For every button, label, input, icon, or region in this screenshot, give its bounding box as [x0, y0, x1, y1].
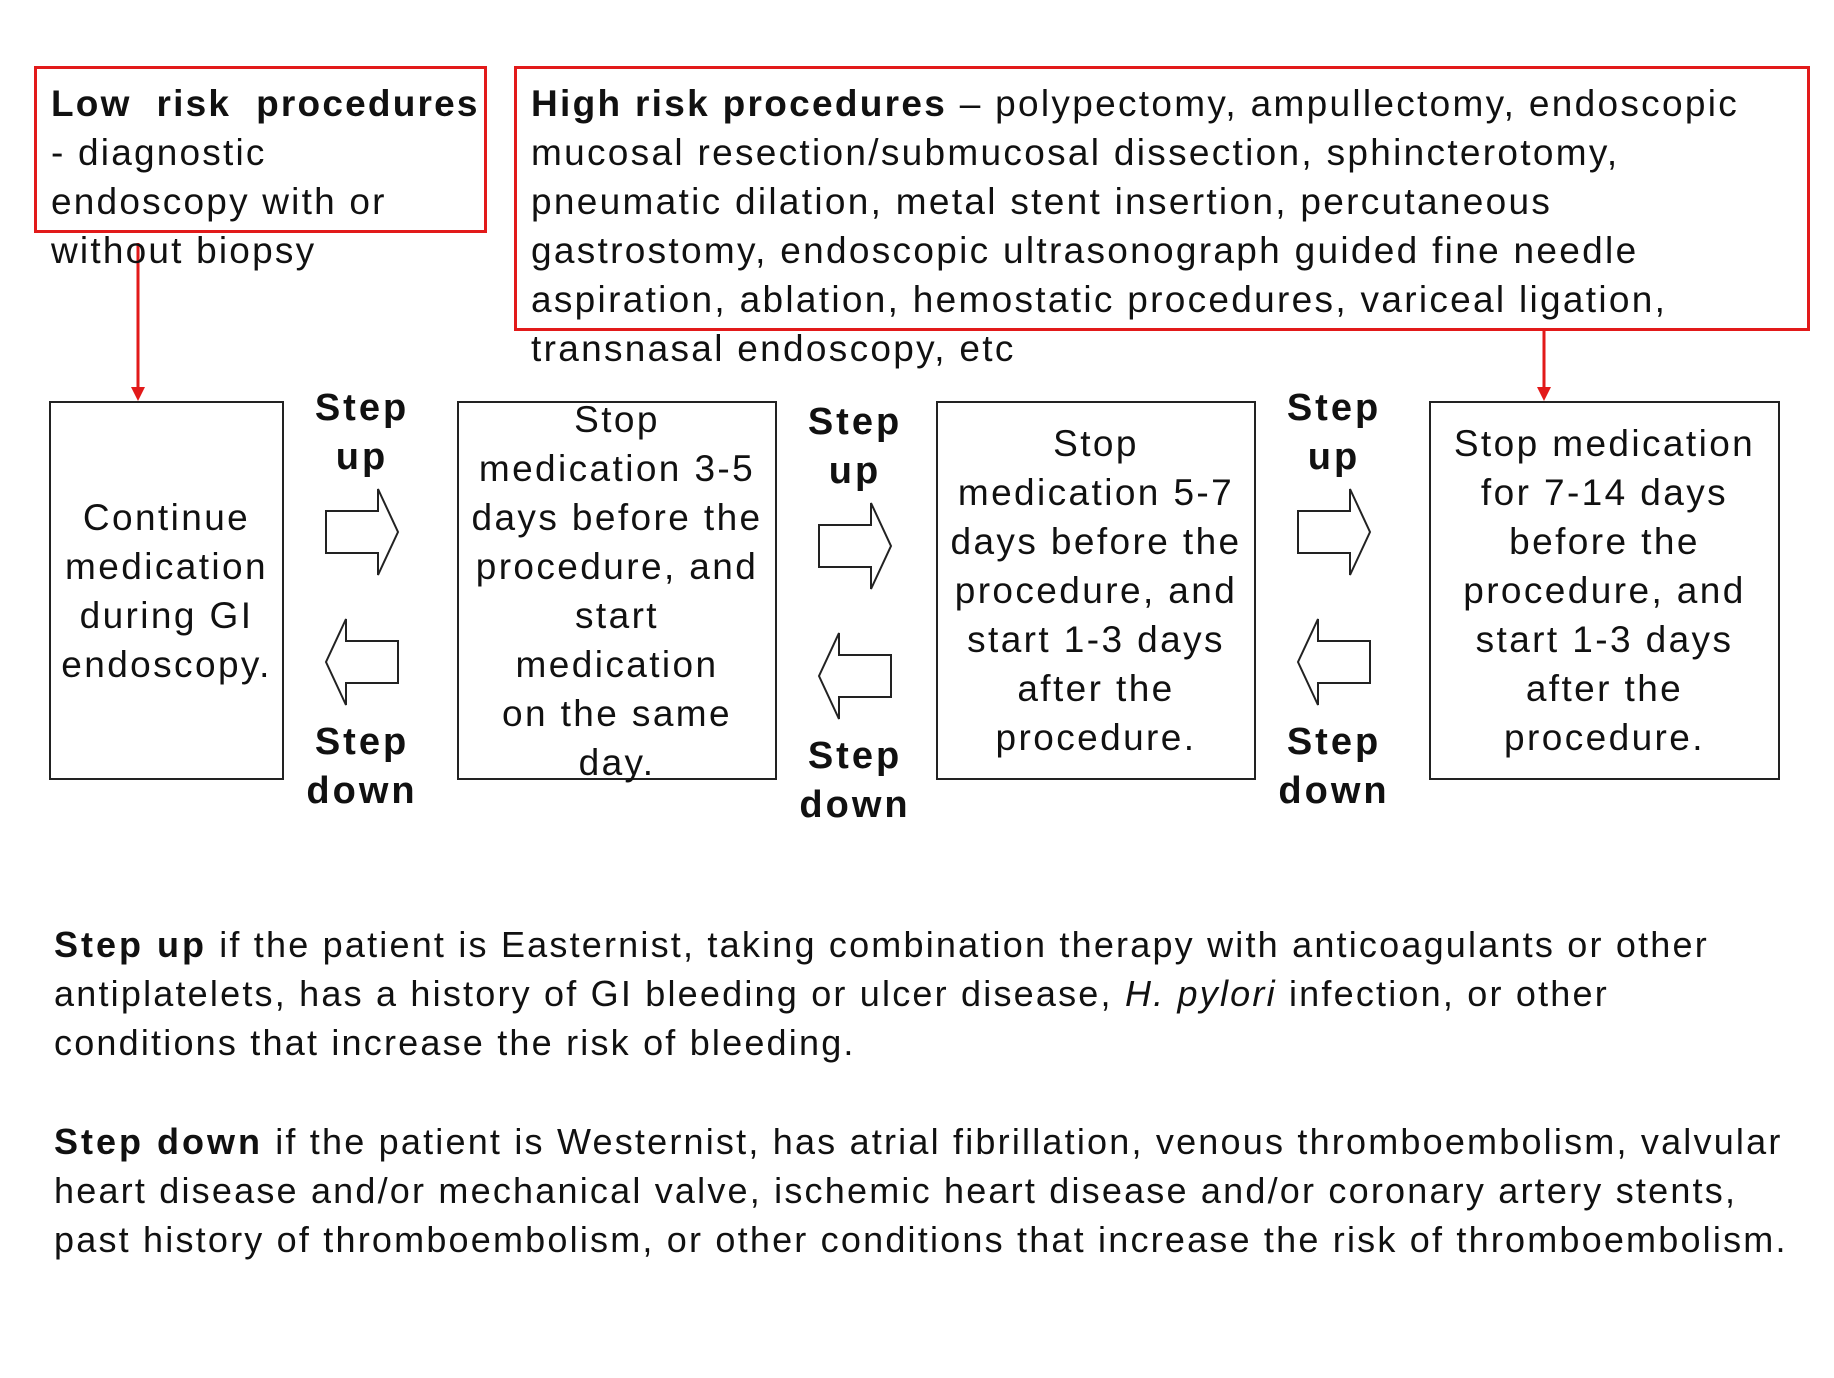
high-risk-separator: –	[947, 83, 996, 124]
step-box-1-text	[61, 493, 272, 689]
step-down-arrow-3	[1298, 619, 1370, 705]
step-box-1	[49, 401, 284, 780]
step-down-label-word: Step	[807, 735, 903, 777]
step-1-line: Continue	[82, 496, 251, 538]
step-box-2	[457, 398, 777, 783]
step-up-italic: H. pylori	[1124, 973, 1277, 1014]
step-up-note	[54, 920, 1794, 1067]
step-4-line: after the	[1525, 668, 1684, 709]
step-4-line: for 7-14 days	[1480, 472, 1729, 513]
step-2-line: Stop	[574, 398, 660, 440]
step-up-label-word: up	[335, 436, 389, 478]
step-4-line: start 1-3 days	[1475, 619, 1734, 660]
high-risk-description: polypectomy, ampullectomy, endoscopic mucosal resection/submucosal dissection, sphincterotomy, pneumatic dilation, metal stent insertion, percutaneous gastrostomy, endoscopic ultrasonograph guided fine needle aspiration, ablation, hemostatic procedures, variceal ligation, transnasal endoscopy, etc	[531, 83, 1740, 369]
step-down-label-1	[302, 718, 422, 816]
step-up-label-word: Step	[314, 387, 410, 429]
step-1-line: endoscopy.	[61, 643, 272, 685]
step-4-line: procedure, and	[1463, 570, 1746, 611]
step-up-term: Step up	[54, 924, 207, 965]
step-4-line: Stop medication	[1453, 423, 1756, 464]
step-up-label-word: up	[1307, 436, 1361, 478]
low-risk-box	[34, 66, 487, 271]
step-up-label-1	[302, 384, 422, 482]
step-2-line: day.	[578, 741, 656, 783]
step-up-label-3	[1274, 384, 1394, 482]
step-down-term: Step down	[54, 1121, 263, 1162]
step-up-arrow-1	[326, 489, 398, 575]
low-risk-description: - diagnostic endoscopy with or without biopsy	[51, 132, 387, 271]
step-3-line: start 1-3 days	[967, 619, 1225, 660]
step-down-label-word: down	[799, 784, 911, 826]
step-3-line: Stop	[1053, 423, 1139, 464]
step-up-arrow-2	[819, 503, 891, 589]
step-up-label-word: Step	[1286, 387, 1382, 429]
high-risk-connector-arrow	[1537, 331, 1551, 401]
step-up-arrow-3	[1298, 489, 1370, 575]
step-down-label-word: down	[1278, 770, 1390, 812]
step-1-line: medication	[65, 545, 268, 587]
low-risk-title: Low risk procedures	[51, 83, 480, 124]
step-2-line: procedure, and	[475, 545, 759, 587]
step-down-text: if the patient is Westernist, has atrial fibrillation, venous thromboembolism, valvular heart disease and/or mechanical valve, ischemic heart disease and/or coronary artery stents, past history of thromboembolism, or other conditions that increase the risk of thromboembolism.	[54, 1121, 1788, 1260]
step-up-text-b: infection, or other conditions that increase the risk of bleeding.	[54, 973, 1609, 1063]
step-box-4	[1429, 401, 1780, 780]
step-4-line: procedure.	[1504, 717, 1705, 758]
step-3-line: days before the	[950, 521, 1242, 562]
high-risk-box	[514, 66, 1810, 369]
step-box-3	[936, 401, 1256, 780]
step-1-line: during GI	[79, 594, 254, 636]
step-down-arrow-2	[819, 633, 891, 719]
step-down-label-word: Step	[314, 721, 410, 763]
step-3-line: medication 5-7	[957, 472, 1235, 513]
step-down-arrow-1	[326, 619, 398, 705]
step-up-label-word: Step	[807, 401, 903, 443]
step-down-label-2	[795, 732, 915, 830]
step-up-text-a: if the patient is Easternist, taking combination therapy with anticoagulants or other antiplatelets, has a history of GI bleeding or ulcer disease,	[54, 924, 1709, 1014]
step-3-line: procedure, and	[954, 570, 1238, 611]
high-risk-title: High risk procedures	[531, 83, 948, 124]
step-2-line: medication 3-5	[478, 447, 756, 489]
step-box-3-text	[950, 419, 1241, 762]
step-4-line: before the	[1509, 521, 1700, 562]
step-down-note	[54, 1117, 1794, 1264]
step-3-line: after the	[1017, 668, 1175, 709]
step-2-line: start medication	[515, 594, 719, 685]
step-3-line: procedure.	[995, 717, 1197, 758]
step-up-label-2	[795, 398, 915, 496]
step-down-label-word: down	[306, 770, 418, 812]
step-box-4-text	[1454, 419, 1755, 762]
step-down-label-word: Step	[1286, 721, 1382, 763]
step-up-label-word: up	[828, 450, 882, 492]
step-2-line: on the same	[501, 692, 733, 734]
step-down-label-3	[1274, 718, 1394, 816]
step-2-line: days before the	[471, 496, 763, 538]
step-box-2-text	[471, 395, 763, 787]
